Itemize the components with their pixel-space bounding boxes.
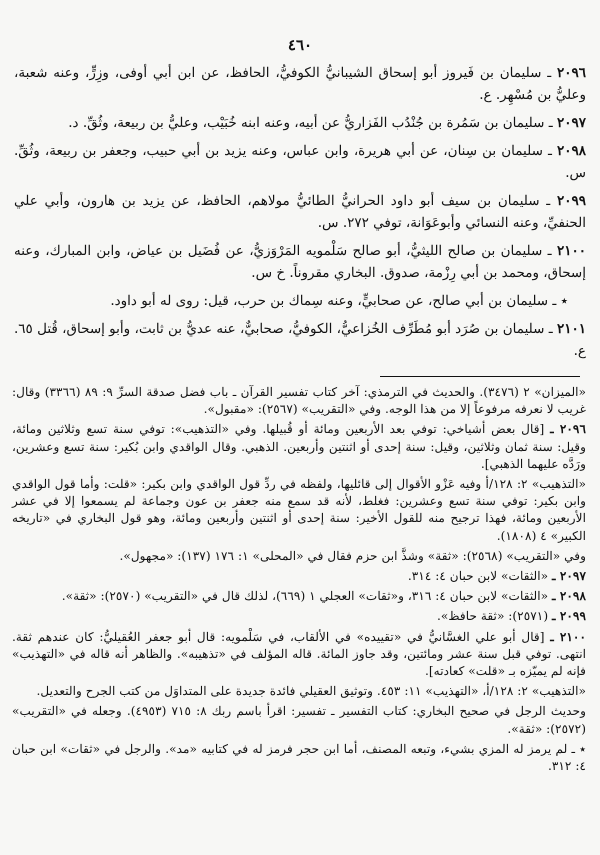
footnote-number: ٢٠٩٨ ـ [551, 589, 586, 604]
entry-number: ٢٠٩٨ [556, 143, 586, 159]
biography-entry: ٢١٠١ ـ سليمان بن صُرَد أبو مُطَرِّف الخُزاعيُّ، الكوفيُّ، صحابيٌّ، عنه عديُّ بن ثابت، وأبو إسحاق، قُتل ٦٥. ع. [14, 321, 586, 359]
footnote-number: ٢١٠٠ ـ [550, 629, 586, 644]
star-note: ٭ ـ سليمان بن أبي صالح، عن صحابيٍّ، وعنه سِماك بن حرب، قيل: روى له أبو داود. [110, 293, 568, 309]
footnote-number: ٢٠٩٧ ـ [551, 569, 586, 584]
page-number: ٤٦٠ [287, 36, 313, 54]
entry-number: ٢٠٩٧ [556, 115, 586, 131]
main-entries [14, 62, 586, 368]
entry-number: ٢١٠١ [556, 321, 586, 337]
footnote-text: وحديث الرجل في صحيح البخاري: كتاب التفسير ـ تفسير: اقرأ باسم ربك ٨: ٧١٥ (٤٩٥٣). وجعله في «التقريب» (٢٥٧٢): «ثقة». [12, 704, 587, 736]
footnote-number: ٢٠٩٩ ـ [551, 609, 586, 624]
entry-text: سليمان بن صُرَد أبو مُطَرِّف الخُزاعيُّ، الكوفيُّ، صحابيٌّ، عنه عديُّ بن ثابت، وأبو إسحاق، قُتل ٦٥. ع. [14, 321, 586, 359]
footnote-text: «الثقات» لابن حبان ٤: ٣١٤. [407, 569, 549, 584]
entry-number: ٢٠٩٦ [556, 65, 586, 81]
footnote [12, 629, 586, 681]
footnote [12, 548, 586, 565]
entry-text: سليمان بن سيف أبو داود الحرانيُّ الطائيُّ مولاهم، الحافظ، عن يزيد بن هارون، وأبي علي الحنفيِّ، وعنه النسائي وأبوعَوَانة، توفي ٢٧٢. س. [14, 193, 586, 231]
footnote-text: [قال بعض أشياخي: توفي بعد الأربعين ومائة أو قُبيلها. وفي «التذهيب»: توفي سنة تسع وثلاثين ومائة، وقيل: سنة ثمان وثلاثين، وقيل: سنة إحدى أو اثنتين وأربعين. الذهبي. وقال الواقدي وابن بُكير: سنة تسع وعشرين، ورَدَّه عليهما الذهبي]. [12, 422, 586, 471]
entry-number: ٢٠٩٩ [556, 193, 586, 209]
footnote-text: «التذهيب» ٢: ١٢٨/أ وفيه عَزْو الأقوال إلى قائليها، ولفظه في ردِّ قول الواقدي وابن بكير: «قلت: وأما قول الواقدي وابن بكير: توفي سنة تسع وعشرين: فغلط، لأنه قد سمع منه جعفر بن عون وجماعة لم يسمعوا إلا في عشر الأربعين ومائة، فهذا ترجيح منه للقول الأخير: سنة إحدى أو اثنتين وأربعين ومائة، وهو قول البخاري في «تاريخه الكبير» ٤ (١٨٠٨). [12, 477, 586, 543]
biography-entry: ٢٠٩٧ ـ سليمان بن سَمُرة بن جُنْدُب الفَزاريُّ عن أبيه، وعنه ابنه خُبَيْب، وعليُّ بن ربيعة، وثُقِّ. د. [68, 115, 586, 131]
entry-text: سليمان بن سِنان، عن أبي هريرة، وابن عباس، وعنه يزيد بن أبي حبيب، وجعفر بن ربيعة، وثُقِّ. س. [14, 143, 586, 181]
footnote-text: «التذهيب» ٢: ١٢٨/أ، «التهذيب» ١١: ٤٥٣. وتوثيق العقيلي فائدة جديدة على المتداوَل من كتب الجرح والتعديل. [36, 684, 586, 699]
entry-number: ٢١٠٠ [557, 243, 587, 259]
entry-text: سليمان بن سَمُرة بن جُنْدُب الفَزاريُّ عن أبيه، وعنه ابنه خُبَيْب، وعليُّ بن ربيعة، وثُقِّ. د. [68, 115, 545, 131]
footnote-number: ٢٠٩٦ ـ [550, 422, 587, 437]
footnote [12, 703, 586, 737]
footnote [12, 683, 586, 700]
footnote [12, 384, 586, 418]
footnote-text: (٢٥٧١): «ثقة حافظ». [437, 609, 549, 624]
entry-text: سليمان بن صالح الليثيُّ، أبو صالح سَلْمويه المَرْوَزيُّ، عن فُضَيل بن عياض، وابن المبارك، وعنه إسحاق، ومحمد بن أبي رِزْمة، صدوق. البخاري مقروناً. خ س. [14, 243, 586, 281]
biography-entry: ٢٠٩٨ ـ سليمان بن سِنان، عن أبي هريرة، وابن عباس، وعنه يزيد بن أبي حبيب، وجعفر بن ربيعة، وثُقِّ. س. [14, 143, 586, 181]
biography-entry: ٢٠٩٩ ـ سليمان بن سيف أبو داود الحرانيُّ الطائيُّ مولاهم، الحافظ، عن يزيد بن هارون، وأبي علي الحنفيِّ، وعنه النسائي وأبوعَوَانة، توفي ٢٧٢. س. [14, 193, 586, 231]
footnote [12, 476, 586, 545]
footnote-divider [380, 376, 580, 377]
footnote [12, 741, 586, 775]
footnote-text: [قال أبو علي الغسَّانيُّ في «تقييده» في الألقاب، في سَلْمويه: قال أبو جعفر العُقيليُّ: كان عندهم ثقة. انتهى. توفي قبل سنة عشر ومائتين، وقد جاوز المائة. قاله المؤلف في «تذهيبه». والظاهر أنه قاله في «التهذيب» فإنه لم يميّزه بـ «قلت» كعادته]. [12, 629, 586, 679]
entry-text: سليمان بن فَيروز أبو إسحاق الشيبانيُّ الكوفيُّ، الحافظ، عن ابن أبي أوفى، وزِرٍّ، وعنه شعبة، وعليُّ بن مُسْهِر. ع. [14, 65, 586, 103]
footnote-text: وفي «التقريب» (٢٥٦٨): «ثقة» وشذَّ ابن حزم فقال في «المحلى» ١: ١٧٦ (١٣٧): «مجهول». [119, 548, 586, 563]
footnote-text: «الميزان» ٢ (٣٤٧٦). والحديث في الترمذي: آخر كتاب تفسير القرآن ـ باب فضل صدقة السرِّ ٩: ٨٩ (٣٣٦٦) وقال: غريب لا نعرفه مرفوعاً إلا من هذا الوجه. وفي «التقريب» (٢٥٦٧): «مقبول». [12, 385, 587, 417]
biography-entry: ٢٠٩٦ ـ سليمان بن فَيروز أبو إسحاق الشيبانيُّ الكوفيُّ، الحافظ، عن ابن أبي أوفى، وزِرٍّ، وعنه شعبة، وعليُّ بن مُسْهِر. ع. [14, 65, 586, 103]
footnote [12, 588, 586, 605]
footnote [12, 568, 586, 585]
footnote [12, 421, 586, 473]
footnote [12, 608, 586, 625]
footnote-text: «الثقات» لابن حبان ٤: ٣١٦، و«ثقات» العجلي ١ (٦٦٩)، لذلك قال في «التقريب» (٢٥٧٠): «ثقة». [61, 589, 549, 604]
footnote-text: ٭ ـ لم يرمز له المزي بشيء، وتبعه المصنف، أما ابن حجر فرمز له في كتابيه «مد». والرجل في «ثقات» ابن حبان ٤: ٣١٢. [12, 741, 586, 774]
biography-entry: ٢١٠٠ ـ سليمان بن صالح الليثيُّ، أبو صالح سَلْمويه المَرْوَزيُّ، عن فُضَيل بن عياض، وابن المبارك، وعنه إسحاق، ومحمد بن أبي رِزْمة، صدوق. البخاري مقروناً. خ س. [14, 243, 587, 281]
footnotes [12, 384, 586, 778]
